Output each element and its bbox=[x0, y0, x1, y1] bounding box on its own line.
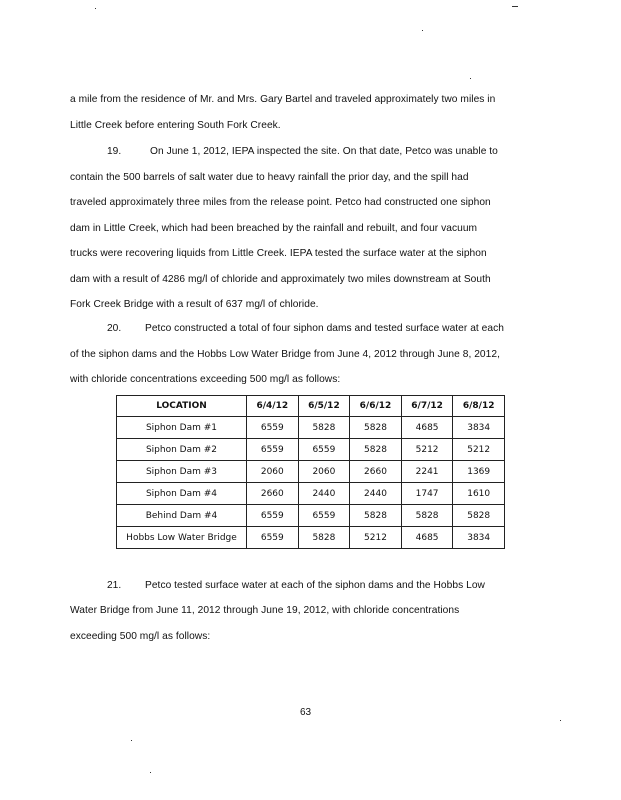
paragraph-number-19: 19. bbox=[107, 146, 122, 157]
value-cell: 4685 bbox=[401, 417, 453, 439]
value-cell: 5828 bbox=[453, 505, 505, 527]
paragraph-line: a mile from the residence of Mr. and Mrs. Gary Bartel and traveled approximately two miles in bbox=[70, 94, 496, 105]
paragraph-line: Fork Creek Bridge with a result of 637 mg/l of chloride. bbox=[70, 299, 319, 310]
value-cell: 1610 bbox=[453, 483, 505, 505]
paragraph-number-20: 20. bbox=[107, 323, 122, 334]
column-header: 6/8/12 bbox=[453, 396, 505, 417]
value-cell: 2440 bbox=[298, 483, 350, 505]
location-cell: Siphon Dam #2 bbox=[117, 439, 247, 461]
paragraph-line: of the siphon dams and the Hobbs Low Water Bridge from June 4, 2012 through June 8, 2012, bbox=[70, 349, 500, 360]
paragraph-line: contain the 500 barrels of salt water due to heavy rainfall the prior day, and the spill had bbox=[70, 172, 469, 183]
value-cell: 2660 bbox=[350, 461, 402, 483]
scan-speck bbox=[512, 6, 518, 7]
value-cell: 6559 bbox=[247, 439, 299, 461]
column-header: 6/7/12 bbox=[401, 396, 453, 417]
value-cell: 5828 bbox=[350, 439, 402, 461]
value-cell: 6559 bbox=[298, 439, 350, 461]
location-cell: Hobbs Low Water Bridge bbox=[117, 527, 247, 549]
value-cell: 5828 bbox=[350, 505, 402, 527]
value-cell: 2440 bbox=[350, 483, 402, 505]
paragraph-number-21: 21. bbox=[107, 580, 122, 591]
value-cell: 1369 bbox=[453, 461, 505, 483]
value-cell: 1747 bbox=[401, 483, 453, 505]
column-header: 6/5/12 bbox=[298, 396, 350, 417]
value-cell: 6559 bbox=[247, 505, 299, 527]
paragraph-line: Water Bridge from June 11, 2012 through June 19, 2012, with chloride concentrations bbox=[70, 605, 460, 616]
value-cell: 2060 bbox=[247, 461, 299, 483]
paragraph-line: traveled approximately three miles from the release point. Petco had constructed one siphon bbox=[70, 197, 491, 208]
paragraph-line: dam in Little Creek, which had been breached by the rainfall and rebuilt, and four vacuum bbox=[70, 223, 478, 234]
scan-speck bbox=[150, 772, 151, 773]
value-cell: 6559 bbox=[247, 527, 299, 549]
value-cell: 6559 bbox=[298, 505, 350, 527]
value-cell: 4685 bbox=[401, 527, 453, 549]
paragraph-line: Petco tested surface water at each of the siphon dams and the Hobbs Low bbox=[145, 580, 485, 591]
scan-speck bbox=[560, 720, 561, 721]
value-cell: 5828 bbox=[298, 527, 350, 549]
value-cell: 5212 bbox=[453, 439, 505, 461]
location-cell: Siphon Dam #1 bbox=[117, 417, 247, 439]
scan-speck bbox=[422, 30, 423, 31]
value-cell: 5828 bbox=[401, 505, 453, 527]
paragraph-line: exceeding 500 mg/l as follows: bbox=[70, 631, 211, 642]
location-cell: Siphon Dam #3 bbox=[117, 461, 247, 483]
paragraph-line: with chloride concentrations exceeding 500 mg/l as follows: bbox=[70, 374, 341, 385]
table-row bbox=[117, 417, 505, 439]
value-cell: 2060 bbox=[298, 461, 350, 483]
column-header: 6/6/12 bbox=[350, 396, 402, 417]
table-row bbox=[117, 527, 505, 549]
value-cell: 5828 bbox=[350, 417, 402, 439]
table-row bbox=[117, 439, 505, 461]
paragraph-line: On June 1, 2012, IEPA inspected the site. On that date, Petco was unable to bbox=[150, 146, 498, 157]
table-row bbox=[117, 461, 505, 483]
table-row bbox=[117, 483, 505, 505]
location-cell: Behind Dam #4 bbox=[117, 505, 247, 527]
scan-speck bbox=[95, 8, 96, 9]
value-cell: 6559 bbox=[247, 417, 299, 439]
scan-speck bbox=[470, 78, 471, 79]
value-cell: 5828 bbox=[298, 417, 350, 439]
paragraph-line: Little Creek before entering South Fork Creek. bbox=[70, 120, 281, 131]
chloride-table bbox=[116, 395, 505, 549]
value-cell: 3834 bbox=[453, 417, 505, 439]
table-header-row bbox=[117, 396, 505, 417]
value-cell: 5212 bbox=[350, 527, 402, 549]
paragraph-line: trucks were recovering liquids from Little Creek. IEPA tested the surface water at the siphon bbox=[70, 248, 487, 259]
column-header: LOCATION bbox=[117, 396, 247, 417]
table-row bbox=[117, 505, 505, 527]
value-cell: 5212 bbox=[401, 439, 453, 461]
paragraph-line: Petco constructed a total of four siphon dams and tested surface water at each bbox=[145, 323, 504, 334]
value-cell: 2660 bbox=[247, 483, 299, 505]
page-number: 63 bbox=[300, 707, 312, 718]
paragraph-line: dam with a result of 4286 mg/l of chloride and approximately two miles downstream at South bbox=[70, 274, 491, 285]
value-cell: 3834 bbox=[453, 527, 505, 549]
value-cell: 2241 bbox=[401, 461, 453, 483]
location-cell: Siphon Dam #4 bbox=[117, 483, 247, 505]
column-header: 6/4/12 bbox=[247, 396, 299, 417]
scan-speck bbox=[131, 740, 132, 741]
